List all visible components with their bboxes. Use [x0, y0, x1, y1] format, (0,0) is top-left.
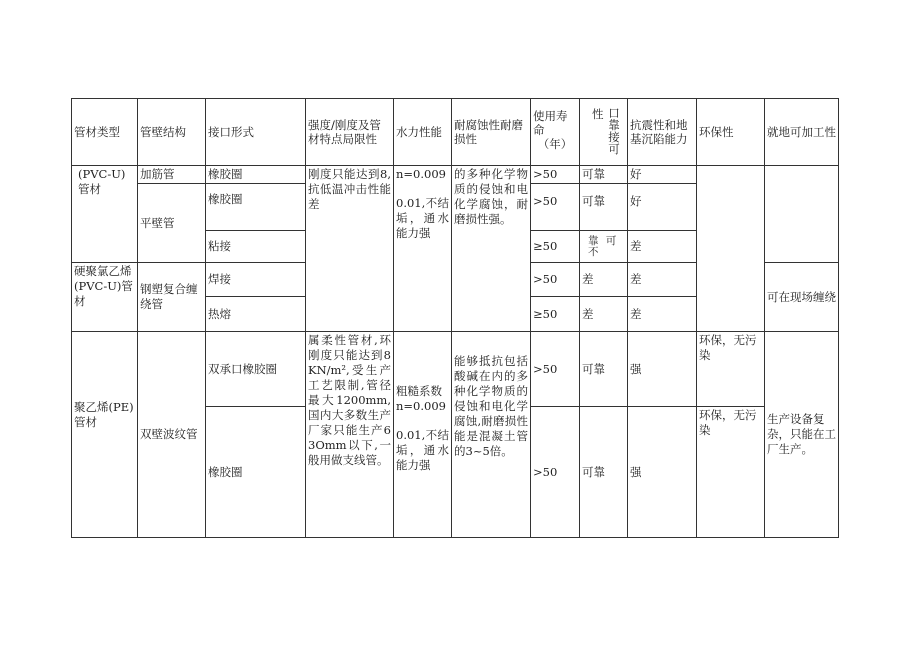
- header-environment: 环保性: [697, 99, 765, 166]
- header-hydraulic: 水力性能: [394, 99, 452, 166]
- pvc-flat-joint-1: 橡胶圈: [206, 184, 306, 231]
- composite-life-2: ≥50: [531, 297, 580, 332]
- pvc-hydraulic-desc: 0.01,不结垢，通水能力强: [396, 196, 449, 240]
- pe-seismic-1: 强: [628, 332, 697, 407]
- pe-pipe: 双壁波纹管: [138, 332, 206, 538]
- pe-corrosion: 能够抵抗包括酸碱在内的多种化学物质的侵蚀和电化学腐蚀,耐磨损性能是混凝土管的3~5倍。: [452, 332, 531, 538]
- pvc-corrosion: 的多种化学物质的侵蚀和电化学腐蚀，耐磨损性强。: [452, 166, 531, 332]
- pvc-ribbed-reliability: 可靠: [580, 166, 628, 184]
- pvc-flat-reliability-2: 靠 可 不: [580, 231, 628, 263]
- composite-seismic-2: 差: [628, 297, 697, 332]
- header-corrosion: 耐腐蚀性耐磨损性: [452, 99, 531, 166]
- pe-hydraulic-desc: 0.01,不结垢，通水能力强: [396, 428, 449, 472]
- pe-onsite: 生产设备复杂，只能在工厂生产。: [765, 332, 839, 538]
- header-joint-form: 接口形式: [206, 99, 306, 166]
- pe-life-1: >50: [531, 332, 580, 407]
- pipe-comparison-table: [71, 98, 839, 538]
- pvc-flat-seismic-2: 差: [628, 231, 697, 263]
- pvc-ribbed-life: >50: [531, 166, 580, 184]
- composite-reliability-1: 差: [580, 263, 628, 297]
- pe-joint-2: 橡胶圈: [206, 407, 306, 538]
- pvc-ribbed-joint: 橡胶圈: [206, 166, 306, 184]
- pvc-env: [697, 166, 765, 332]
- composite-reliability-2: 差: [580, 297, 628, 332]
- pe-life-2: >50: [531, 407, 580, 538]
- pvc-onsite: [765, 166, 839, 263]
- pvc-flat-seismic-1: 好: [628, 184, 697, 231]
- header-service-life-unit: （年）: [537, 137, 573, 151]
- composite-seismic-1: 差: [628, 263, 697, 297]
- pvc-ribbed-seismic: 好: [628, 166, 697, 184]
- composite-onsite: 可在现场缠绕: [765, 263, 839, 332]
- header-service-life-label: 使用寿命: [533, 109, 568, 137]
- pvc-ribbed-pipe: 加筋管: [138, 166, 206, 184]
- pvc-strength: 刚度只能达到8,抗低温冲击性能差: [306, 166, 394, 332]
- header-material-type: 管材类型: [72, 99, 138, 166]
- table-row: [72, 166, 839, 184]
- pe-joint-1: 双承口橡胶圈: [206, 332, 306, 407]
- composite-type-cell: 硬聚氯乙烯 (PVC-U)管材: [72, 263, 138, 332]
- pvc-flat-reliability-1: 可靠: [580, 184, 628, 231]
- pe-hydraulic-coef: 粗糙系数n=0.009: [396, 384, 446, 413]
- pe-reliability-2: 可靠: [580, 407, 628, 538]
- pvc-hydraulic-coef: n=0.009: [396, 167, 446, 181]
- header-onsite: 就地可加工性: [765, 99, 839, 166]
- header-row: [72, 99, 839, 166]
- header-reliability-right: 口靠接可: [608, 106, 620, 156]
- pe-env-1: 环保，无污染: [697, 332, 765, 407]
- pe-strength: 属柔性管材,环刚度只能达到8KN/m²,受生产工艺限制,管径最大1200mm,国内大多数生产厂家只能生产63Omm以下,一般用做支线管。: [306, 332, 394, 538]
- header-reliability: [580, 99, 628, 166]
- header-strength: 强度/刚度及管材特点局限性: [306, 99, 394, 166]
- header-reliability-left: 性: [592, 107, 604, 121]
- pe-env-2: 环保，无污染: [697, 407, 765, 538]
- composite-life-1: >50: [531, 263, 580, 297]
- composite-joint-2: 热熔: [206, 297, 306, 332]
- pvc-type-cell: (PVC-U)管材: [72, 166, 138, 263]
- pe-seismic-2: 强: [628, 407, 697, 538]
- header-seismic: 抗震性和地基沉陷能力: [628, 99, 697, 166]
- pvc-flat-joint-2: 粘接: [206, 231, 306, 263]
- pvc-flat-pipe: 平壁管: [138, 184, 206, 263]
- pvc-flat-life-2: ≥50: [531, 231, 580, 263]
- pvc-flat-life-1: >50: [531, 184, 580, 231]
- composite-pipe: 钢塑复合缠绕管: [138, 263, 206, 332]
- header-service-life: [531, 99, 580, 166]
- pe-hydraulic: [394, 332, 452, 538]
- table-row: [72, 332, 839, 407]
- composite-joint-1: 焊接: [206, 263, 306, 297]
- pe-type-cell: 聚乙烯(PE)管材: [72, 332, 138, 538]
- header-wall-structure: 管壁结构: [138, 99, 206, 166]
- pe-reliability-1: 可靠: [580, 332, 628, 407]
- pvc-hydraulic: [394, 166, 452, 332]
